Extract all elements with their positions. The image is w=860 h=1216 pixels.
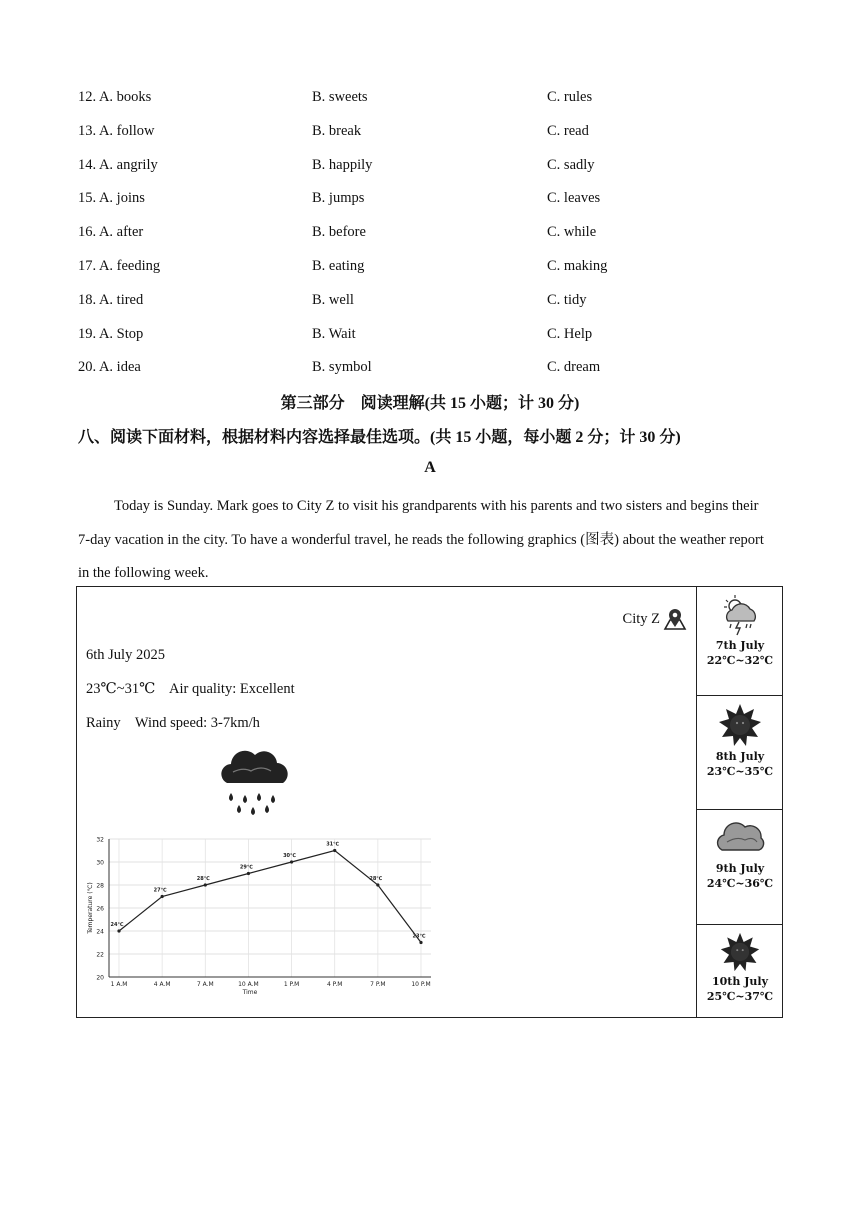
answer-options [78, 86, 778, 390]
option-row [78, 86, 778, 120]
option-row [78, 323, 778, 357]
today-temp-air-quality: 23℃~31℃ Air quality: Excellent [86, 681, 295, 697]
x-tick-label: 7 P.M [370, 981, 386, 988]
x-tick-label: 10 A.M [238, 981, 259, 988]
sun-icon [717, 702, 763, 748]
option-b: B. break [312, 122, 362, 139]
map-pin-icon [662, 607, 688, 631]
option-c: C. making [547, 257, 608, 274]
temperature-line-chart [83, 827, 453, 1002]
y-tick-label: 24 [96, 928, 104, 936]
forecast-day-3 [697, 816, 783, 925]
option-b: B. jumps [312, 190, 365, 207]
data-label: 31℃ [326, 841, 340, 848]
option-row [78, 255, 778, 289]
forecast-temp-range: 23℃~35℃ [706, 765, 774, 778]
option-c: C. leaves [547, 190, 601, 207]
city-label-row [623, 607, 688, 631]
y-tick-label: 30 [96, 859, 104, 867]
option-c: C. sadly [547, 156, 595, 173]
y-tick-label: 32 [96, 836, 104, 844]
passage-label: A [424, 459, 436, 476]
x-tick-label: 1 A.M [110, 981, 128, 988]
data-point [204, 883, 207, 886]
forecast-temp-range: 22℃~32℃ [706, 654, 774, 667]
data-point [161, 895, 164, 898]
x-tick-label: 1 P.M [283, 981, 300, 988]
option-a: 19. A. Stop [78, 325, 144, 342]
option-row [78, 187, 778, 221]
data-point [290, 860, 293, 863]
option-b: B. symbol [312, 359, 372, 376]
forecast-date: 7th July [715, 639, 765, 652]
option-b: B. sweets [312, 89, 368, 105]
passage-text: Today is Sunday. Mark goes to City Z to visit his grandparents with his parents and two sisters and begins their 7-day vacation in the city. To have a wonderful travel, he reads the following graphics (图表) about the weather report in the following week. [78, 498, 764, 582]
x-tick-label: 4 A.M [153, 981, 171, 988]
option-b: B. Wait [312, 325, 356, 342]
option-a: 17. A. feeding [78, 257, 161, 274]
weather-figure [76, 586, 783, 1018]
data-label: 28℃ [369, 876, 383, 882]
option-b: B. eating [312, 257, 365, 274]
option-a: 13. A. follow [78, 122, 155, 139]
cloud-icon [715, 816, 765, 860]
option-a: 12. A. books [78, 89, 152, 105]
forecast-day-4 [697, 931, 783, 1041]
y-axis-label: Temperature (℃) [87, 882, 94, 934]
data-point [419, 941, 422, 944]
y-tick-label: 28 [96, 882, 104, 890]
data-point [247, 872, 250, 875]
forecast-column [697, 587, 783, 1041]
option-b: B. happily [312, 156, 373, 173]
today-weather-panel [77, 587, 697, 1017]
option-a: 14. A. angrily [78, 156, 158, 173]
series-line [119, 851, 421, 943]
data-label: 27℃ [153, 887, 167, 894]
y-tick-label: 20 [96, 974, 104, 982]
today-date: 6th July 2025 [86, 647, 165, 663]
section-heading: 八、阅读下面材料，根据材料内容选择最佳选项。(共 15 小题，每小题 2 分；计 30 分) [78, 429, 681, 446]
data-label: 30℃ [283, 853, 297, 859]
forecast-date: 8th July [715, 750, 765, 763]
data-label: 28℃ [196, 876, 210, 882]
option-a: 15. A. joins [78, 190, 145, 207]
data-point [117, 929, 120, 932]
forecast-day-2 [697, 702, 783, 810]
option-c: C. while [547, 224, 597, 241]
sun-icon [719, 931, 761, 973]
forecast-temp-range: 25℃~37℃ [706, 990, 774, 1003]
data-label: 24℃ [110, 922, 124, 928]
option-b: B. well [312, 291, 354, 308]
thunderstorm-icon [718, 593, 762, 637]
data-label: 29℃ [239, 864, 253, 871]
option-row [78, 289, 778, 323]
option-a: 20. A. idea [78, 359, 141, 376]
today-condition-wind: Rainy Wind speed: 3-7km/h [86, 715, 260, 731]
option-c: C. rules [547, 89, 593, 105]
city-name: City Z [622, 610, 660, 627]
option-row [78, 356, 778, 390]
option-a: 18. A. tired [78, 291, 144, 308]
data-point [333, 849, 336, 852]
forecast-temp-range: 24℃~36℃ [706, 877, 774, 890]
data-point [376, 883, 379, 886]
y-tick-label: 26 [96, 905, 104, 913]
forecast-day-1 [697, 593, 783, 696]
option-c: C. dream [547, 359, 601, 376]
option-c: C. Help [547, 325, 593, 342]
x-tick-label: 7 A.M [196, 981, 214, 988]
x-tick-label: 4 P.M [326, 981, 343, 988]
data-label: 23℃ [412, 933, 426, 940]
option-c: C. read [547, 122, 589, 139]
x-tick-label: 10 P.M [411, 981, 431, 988]
option-row [78, 154, 778, 188]
y-tick-label: 22 [96, 951, 104, 959]
option-b: B. before [312, 224, 366, 241]
option-row [78, 221, 778, 255]
option-a: 16. A. after [78, 224, 144, 241]
part-heading: 第三部分 阅读理解(共 15 小题；计 30 分) [280, 395, 580, 412]
rain-cloud-icon [217, 745, 293, 821]
x-axis-label: Time [242, 989, 258, 996]
option-c: C. tidy [547, 291, 587, 308]
option-row [78, 120, 778, 154]
forecast-date: 9th July [715, 862, 765, 875]
forecast-date: 10th July [712, 975, 768, 988]
